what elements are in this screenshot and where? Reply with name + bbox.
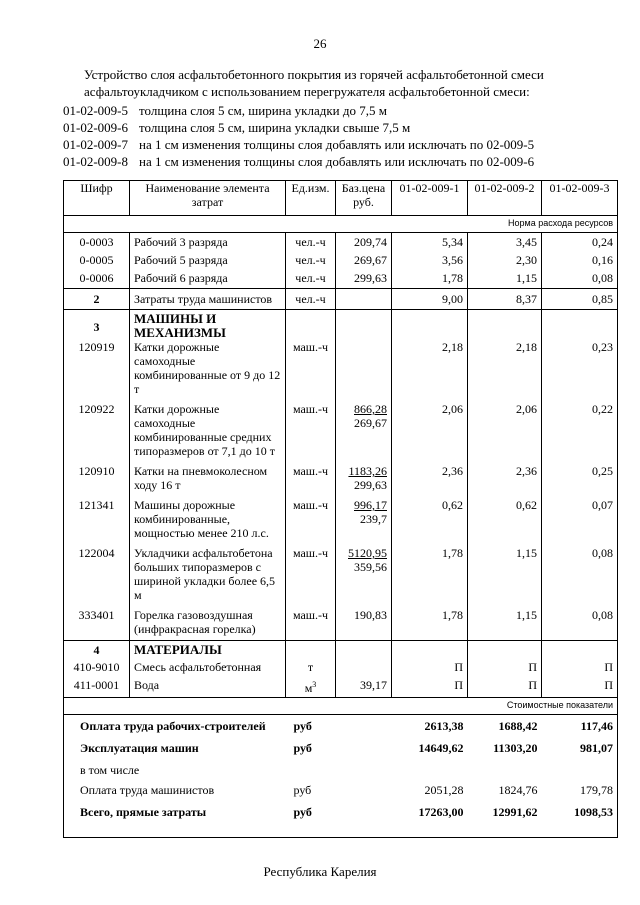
header-name: Наименование элемента затрат [130, 181, 286, 216]
section-v3: 0,85 [542, 289, 618, 310]
row-code: 333401 [64, 608, 130, 641]
table-row [64, 657, 618, 674]
code-desc: толщина слоя 5 см, ширина укладки до 7,5 м [139, 103, 387, 118]
row-code: 121341 [64, 498, 130, 546]
row-v3: 0,08 [592, 546, 613, 560]
table-row [64, 249, 618, 267]
summary-v3: 117,46 [580, 719, 613, 733]
row-v1: 2,06 [392, 402, 468, 464]
code-list [63, 102, 534, 170]
row-v3: 0,07 [592, 498, 613, 512]
row-price [336, 402, 392, 464]
price-labor: 239,7 [360, 512, 387, 526]
row-v2: 2,30 [468, 249, 542, 267]
price-main: 996,17 [354, 498, 387, 512]
row-unit: маш.-ч [286, 340, 336, 402]
page-number: 26 [313, 36, 327, 51]
table-row [64, 233, 618, 250]
section-unit: чел.-ч [286, 289, 336, 310]
norm-row [64, 216, 618, 233]
row-v3: П [604, 678, 613, 692]
row-price: 190,83 [336, 608, 392, 641]
row-code: 411-0001 [64, 674, 130, 698]
row-v3: 0,22 [592, 402, 613, 416]
section-row-machines [64, 310, 618, 341]
row-name: Горелка газовоздушная (инфракрасная горелка) [130, 608, 286, 641]
intro-text: Устройство слоя асфальтобетонного покрытия из горячей асфальтобетонной смеси асфальтоукладчиком с использованием перегружателя асфальтобетонной смеси: [84, 67, 544, 99]
price-labor: 359,56 [354, 560, 387, 574]
row-code: 410-9010 [64, 657, 130, 674]
row-v3: 0,08 [592, 608, 613, 622]
row-unit: маш.-ч [286, 546, 336, 608]
norm-label: Норма расхода ресурсов [64, 216, 618, 233]
row-price: 269,67 [336, 249, 392, 267]
row-code: 120919 [64, 340, 130, 402]
row-v3: 0,23 [592, 340, 613, 354]
section-row-materials [64, 641, 618, 658]
row-name: Катки дорожные самоходные комбинированные от 9 до 12 т [130, 340, 286, 402]
summary-v2: 12991,62 [492, 805, 538, 819]
table-row [64, 267, 618, 289]
section-v2: 8,37 [468, 289, 542, 310]
summary-v3: 981,07 [580, 741, 613, 755]
row-unit: т [286, 657, 336, 674]
row-unit: маш.-ч [286, 498, 336, 546]
row-price [336, 340, 392, 402]
row-v1: 5,34 [392, 233, 468, 250]
section-row-labor [64, 289, 618, 310]
summary-row [64, 715, 618, 734]
code-id: 01-02-009-6 [63, 120, 128, 135]
section-num: 3 [64, 310, 130, 341]
summary-unit: руб [293, 741, 312, 755]
table-row [64, 674, 618, 698]
row-name: Машины дорожные комбинированные, мощностью менее 210 л.с. [130, 498, 286, 546]
row-code: 0-0003 [64, 233, 130, 250]
price-main: 1183,26 [348, 464, 387, 478]
row-code: 122004 [64, 546, 130, 608]
section-num: 2 [64, 289, 130, 310]
row-name: Рабочий 5 разряда [130, 249, 286, 267]
code-line [63, 153, 534, 170]
summary-v2: 11303,20 [493, 741, 538, 755]
row-v2: 3,45 [468, 233, 542, 250]
code-desc: на 1 см изменения толщины слоя добавлять или исключать по 02-009-5 [139, 137, 535, 152]
summary-unit: руб [293, 783, 312, 797]
row-v1: 1,78 [392, 546, 468, 608]
header-code: Шифр [64, 181, 130, 216]
code-line [63, 119, 534, 136]
section-v1: 9,00 [392, 289, 468, 310]
row-name: Укладчики асфальтобетона больших типоразмеров с шириной укладки более 6,5 м [130, 546, 286, 608]
row-name: Рабочий 6 разряда [130, 267, 286, 289]
row-v3: 0,08 [592, 271, 613, 285]
price-main: 5120,95 [348, 546, 387, 560]
row-price [336, 546, 392, 608]
row-v1: П [392, 674, 468, 698]
summary-row [64, 733, 618, 755]
row-v1: 2,36 [392, 464, 468, 498]
row-v1: 1,78 [392, 267, 468, 289]
row-price: 209,74 [336, 233, 392, 250]
summary-label: Всего, прямые затраты [80, 805, 207, 819]
price-labor: 269,67 [354, 416, 387, 430]
row-v1: 0,62 [392, 498, 468, 546]
row-name: Катки дорожные самоходные комбинированные средних типоразмеров от 7,1 до 10 т [130, 402, 286, 464]
row-price: 299,63 [336, 267, 392, 289]
summary-unit: руб [293, 719, 312, 733]
row-unit: маш.-ч [286, 464, 336, 498]
row-v3: 0,24 [592, 235, 613, 249]
summary-v1: 2613,38 [424, 719, 464, 733]
row-name: Смесь асфальтобетонная [130, 657, 286, 674]
table-row [64, 464, 618, 498]
summary-v2: 1688,42 [498, 719, 538, 733]
summary-v1: 17263,00 [418, 805, 464, 819]
section-name: МАТЕРИАЛЫ [130, 641, 286, 658]
summary-row [64, 777, 618, 797]
section-name: МАШИНЫ И МЕХАНИЗМЫ [130, 310, 286, 341]
price-labor: 299,63 [354, 478, 387, 492]
row-v2: П [468, 674, 542, 698]
header-unit: Ед.изм. [286, 181, 336, 216]
summary-v1: 14649,62 [418, 741, 464, 755]
cost-label: Стоимостные показатели [64, 698, 618, 715]
row-code: 120910 [64, 464, 130, 498]
row-v1: П [392, 657, 468, 674]
row-name: Рабочий 3 разряда [130, 233, 286, 250]
resource-table [63, 180, 618, 838]
summary-label: Оплата труда машинистов [80, 783, 215, 797]
code-id: 01-02-009-8 [63, 154, 128, 169]
table-row [64, 498, 618, 546]
footer-region: Республика Карелия [263, 864, 377, 879]
row-v3: П [604, 660, 613, 674]
header-col3: 01-02-009-3 [542, 181, 618, 216]
row-code: 0-0005 [64, 249, 130, 267]
row-v3: 0,16 [592, 253, 613, 267]
row-name: Вода [130, 674, 286, 698]
row-v2: 1,15 [468, 608, 542, 641]
summary-unit: руб [293, 805, 312, 819]
row-unit: маш.-ч [286, 402, 336, 464]
row-unit: чел.-ч [286, 233, 336, 250]
table-row [64, 546, 618, 608]
table-row [64, 340, 618, 402]
row-price [336, 657, 392, 674]
row-v2: 2,06 [468, 402, 542, 464]
row-unit: маш.-ч [286, 608, 336, 641]
summary-v3: 1098,53 [574, 805, 613, 819]
code-desc: толщина слоя 5 см, ширина укладки свыше 7,5 м [139, 120, 411, 135]
code-id: 01-02-009-5 [63, 103, 128, 118]
table-row [64, 402, 618, 464]
code-line [63, 102, 534, 119]
table-row [64, 608, 618, 641]
row-code: 120922 [64, 402, 130, 464]
code-id: 01-02-009-7 [63, 137, 128, 152]
row-unit: чел.-ч [286, 267, 336, 289]
row-v2: 0,62 [468, 498, 542, 546]
row-price [336, 498, 392, 546]
summary-v1: 2051,28 [424, 783, 464, 797]
row-v2: 1,15 [468, 267, 542, 289]
code-desc: на 1 см изменения толщины слоя добавлять или исключать по 02-009-6 [139, 154, 535, 169]
summary-v2: 1824,76 [498, 783, 538, 797]
unit-superscript: 3 [312, 680, 317, 689]
row-v1: 2,18 [392, 340, 468, 402]
code-line [63, 136, 534, 153]
unit-base: м [304, 681, 313, 695]
row-v1: 3,56 [392, 249, 468, 267]
row-v2: 1,15 [468, 546, 542, 608]
section-num: 4 [64, 641, 130, 658]
price-main: 866,28 [354, 402, 387, 416]
summary-row [64, 755, 618, 777]
row-v2: 2,18 [468, 340, 542, 402]
summary-row [64, 797, 618, 838]
row-price [336, 464, 392, 498]
summary-v3: 179,78 [580, 783, 613, 797]
row-v2: П [468, 657, 542, 674]
summary-label: Эксплуатация машин [80, 741, 199, 755]
row-price: 39,17 [336, 674, 392, 698]
summary-label: Оплата труда рабочих-строителей [80, 719, 266, 733]
row-code: 0-0006 [64, 267, 130, 289]
row-v2: 2,36 [468, 464, 542, 498]
row-name: Катки на пневмоколесном ходу 16 т [130, 464, 286, 498]
table-header [64, 181, 618, 216]
section-price [336, 289, 392, 310]
header-price: Баз.цена руб. [336, 181, 392, 216]
header-col1: 01-02-009-1 [392, 181, 468, 216]
row-unit: чел.-ч [286, 249, 336, 267]
row-unit [286, 674, 336, 698]
section-name: Затраты труда машинистов [130, 289, 286, 310]
cost-row [64, 698, 618, 715]
summary-label: в том числе [80, 763, 140, 777]
row-v1: 1,78 [392, 608, 468, 641]
header-col2: 01-02-009-2 [468, 181, 542, 216]
row-v3: 0,25 [592, 464, 613, 478]
